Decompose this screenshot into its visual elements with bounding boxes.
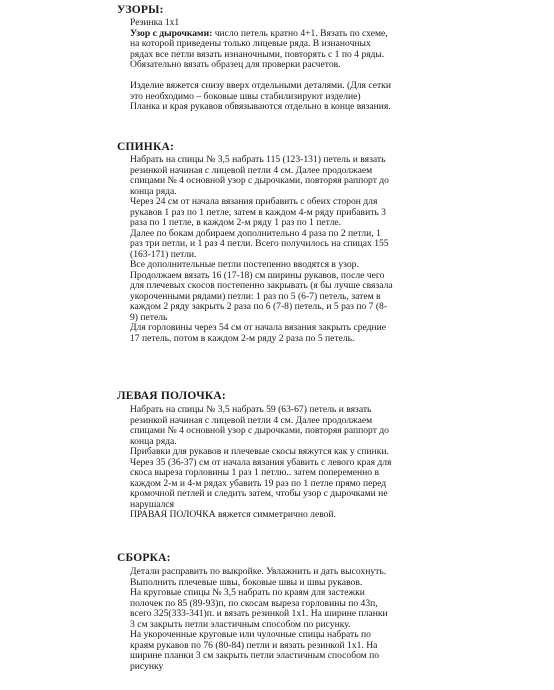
heading-sborka: СБОРКА: bbox=[117, 552, 171, 564]
text-line: 9) петель bbox=[130, 311, 168, 323]
text-line: кромочной петлей и следить затем, чтобы узор с дырочками не bbox=[130, 488, 388, 499]
text-line: На укороченные круговые или чулочные спицы набрать по bbox=[130, 629, 371, 640]
text-line: 17 петель, потом в каждом 2-м ряду 2 раза по 5 петель. bbox=[130, 332, 355, 344]
text-line: Планка и края рукавов обвязываются отдельно в конце вязания. bbox=[130, 101, 391, 112]
text-line: нарушался bbox=[130, 498, 175, 510]
text-line: Набрать на спицы № 3,5 набрать 59 (63-67) петель и вязать bbox=[130, 404, 372, 415]
text-line: Резинка 1х1 bbox=[130, 17, 180, 28]
text-line: спицами № 4 основной узор с дырочками, повторяя раппорт до bbox=[130, 425, 389, 436]
text-line: Изделие вяжется снизу вверх отдельными деталями. (Для сетки bbox=[130, 80, 391, 91]
text-line: краям рукавов по 76 (80-84) петли и вязать резинкой 1х1. На bbox=[130, 639, 378, 651]
text-line: Прибавки для рукавов и плечевые скосы вяжутся как у спинки. bbox=[130, 446, 389, 457]
text-line: Для горловины через 54 см от начала вязания закрыть средние bbox=[130, 322, 387, 333]
text-line: Выполнить плечевые швы, боковые швы и швы рукавов. bbox=[130, 576, 363, 588]
text-line: Узор с дырочками: число петель кратно 4+1. Вязать по схеме, bbox=[130, 27, 388, 39]
heading-levaya-polochka: ЛЕВАЯ ПОЛОЧКА: bbox=[117, 390, 226, 402]
text-line: спицами № 4 основной узор с дырочками, повторяя раппорт до bbox=[130, 175, 389, 186]
heading-spinka: СПИНКА: bbox=[117, 141, 175, 153]
text-line: (163-171) петли. bbox=[130, 248, 197, 260]
text-line: Набрать на спицы № 3,5 набрать 115 (123-131) петель и вязать bbox=[130, 154, 386, 165]
text-line: рядах все петли вязать изнаночными, повторять с 1 по 4 ряды. bbox=[130, 48, 385, 60]
text-line: 3 см закрыть петли эластичным способом по рисунку. bbox=[130, 618, 351, 630]
section-spinka-text bbox=[130, 155, 440, 344]
text-line: Далее по бокам добираем дополнительно 4 раза по 2 петли, 1 bbox=[130, 227, 381, 239]
text-line: укороченными рядами) петли: 1 раз по 5 (6-7) петель, затем в bbox=[130, 290, 381, 302]
text-line: ПРАВАЯ ПОЛОЧКА вяжется симметрично левой. bbox=[130, 509, 337, 520]
text-line: конца ряда. bbox=[130, 185, 177, 197]
text-line: резинкой начиная с лицевой петли 4 см. Далее продолжаем bbox=[130, 164, 373, 176]
text-line: каждом 2-м и 4-м рядах убавить 19 раз по 1 петле прямо перед bbox=[130, 477, 387, 489]
section-levaya-text bbox=[130, 405, 440, 521]
text-line: ширине планки 3 см закрыть петли эластичным способом по bbox=[130, 650, 380, 661]
text-line: рисунку bbox=[130, 660, 164, 672]
text-line: раз три петли, и 1 раз 4 петли. Всего получилось на спицах 155 bbox=[130, 238, 389, 249]
heading-uzory: УЗОРЫ: bbox=[117, 4, 164, 16]
text-line: На круговые спицы № 3,5 набрать по краям для застежки bbox=[130, 587, 365, 598]
text-line: это необходимо – боковые швы стабилизируют изделие) bbox=[130, 90, 361, 102]
text-line: Детали расправить по выкройке. Увлажнить и дать высохнуть. bbox=[130, 566, 387, 577]
section-uzory-text bbox=[130, 18, 440, 113]
text-line: каждом 2 ряду закрыть 2 раза по 6 (7-8) петель, и 5 раз по 7 (8- bbox=[130, 301, 388, 312]
text-line: Все дополнительные петли постепенно вводятся в узор. bbox=[130, 259, 359, 270]
text-line: на которой приведены только лицевые ряда. В изнаночных bbox=[130, 38, 371, 49]
text-line: полочек по 85 (89-93)п, по скосам выреза горловины по 43п, bbox=[130, 597, 378, 609]
text-line: Через 35 (36-37) см от начала вязания убавить с левого края для bbox=[130, 456, 392, 468]
text-line: Продолжаем вязать 16 (17-18) см ширины рукавов, после чего bbox=[130, 269, 385, 281]
text-line: раза по 1 петле, в каждом 2-м ряду 1 раз по 1 петле. bbox=[130, 217, 342, 228]
text-line: рукавов 1 раз по 1 петле, затем в каждом 4-м ряду прибавить 3 bbox=[130, 206, 386, 218]
bold-term: Узор с дырочками: bbox=[130, 27, 213, 39]
text-line: конца ряда. bbox=[130, 435, 177, 447]
text-line: всего 325(333-341)п. и вязать резинкой 1х1. На ширине планки bbox=[130, 608, 388, 619]
section-sborka-text bbox=[130, 567, 440, 672]
text-line: Обязательно вязать образец для проверки расчетов. bbox=[130, 59, 341, 70]
text-line: Через 24 см от начала вязания прибавить с обеих сторон для bbox=[130, 196, 378, 207]
text-line: скоса выреза горловины 1 раз 1 петлю.. затем попеременно в bbox=[130, 467, 380, 478]
text-line: для плечевых скосов постепенно закрывать (я бы лучше связала bbox=[130, 280, 393, 291]
text-line: резинкой начиная с лицевой петли 4 см. Далее продолжаем bbox=[130, 414, 373, 426]
